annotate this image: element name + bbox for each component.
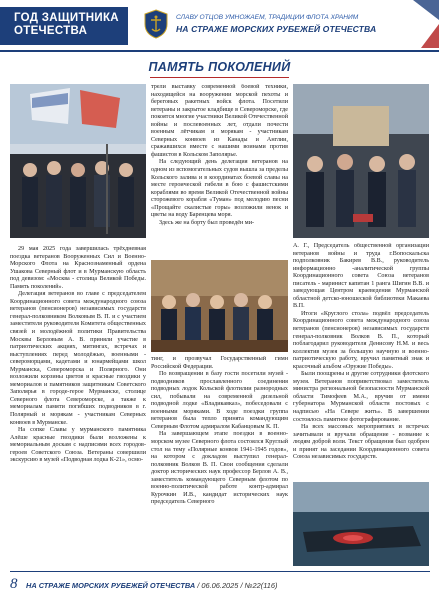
paragraph: На всех массовых мероприятиях и встречах зачитывали и вручали обращение - возвание к людям доброй воли. Текст обращения был одобрен и принят на заседании Координационного совета Союза независимых государств.: [293, 424, 429, 461]
footer-title: НА СТРАЖЕ МОРСКИХ РУБЕЖЕЙ ОТЕЧЕСТВА: [26, 581, 196, 590]
page-number: 8: [10, 576, 18, 592]
paragraph: Итоги «Круглого стола» подвёл председатель Координационного совета международного союза ветеранов (пенсионеров) независимых государств генерал-полковник Волков В. П., который поблагодарил руководителя Денисову Н.М. и весь коллектив музея за большую научную и военно-патриотическую работу, вручил памятный знак и красочный альбом «Оружие Победы».: [293, 310, 429, 370]
footer-date-issue: / 06.06.2025 / №22(116): [197, 581, 278, 590]
section-label-line1: ГОД ЗАЩИТНИКА: [14, 12, 119, 24]
masthead-title: НА СТРАЖЕ МОРСКИХ РУБЕЖЕЙ ОТЕЧЕСТВА: [176, 24, 377, 34]
article-column-3: [293, 243, 429, 479]
paragraph: Здесь же на борту был проведён ми-: [159, 219, 255, 226]
paragraph: На сопке Славы у мурманского памятника Алёше красные гвоздики были возложены к мемориальным доскам с надписями всех городов-героев Советского Союза. Ветераны совершили экскурсию в музей «Подводная лодка К-21», осмо-: [10, 427, 146, 464]
paragraph: трели выставку современной боевой техники, находящейся на вооружении морской пехоты и береговых ракетных войск флота. Посетили ветераны и закрытое кладбище в Североморске, где покоятся многие участники Великой Отечественной войны и послевоенных лет, отдали почести военным лётчикам и морякам - участникам Северных конвоев из Канады и Англии, сражавшихся вместе с нашими воинами против фашистов в Кольском Заполярье.: [151, 84, 288, 158]
paragraph: Были поощрены и другие сотрудники флотского музея. Ветеранов поприветствовал заместитель министра региональной безопасности Мурманской области Тимофеев М.А., вручив от имени губернатора Мурманской области постовых с надписью «На Севере жить». В завершении состоялось памятное фотографирование.: [293, 371, 429, 423]
article-title: ПАМЯТЬ ПОКОЛЕНИЙ: [148, 60, 291, 74]
section-label: [0, 7, 128, 45]
navy-emblem-icon: [143, 9, 169, 39]
flag-decoration: [399, 0, 439, 48]
header-rule: [0, 50, 439, 52]
article-column-2-upper: [151, 84, 288, 256]
paragraph: А. Г., Председатель общественной организации ветеранов войны и труда г.Вопоскальска подполковник Бакирев В.В., руководитель информационно -аналитической группы Координационного совета Союза ветеранов писатель - маринист капитан 1 ранга Шигин В.В. и заведующая Центром краеведения Мурманской областной детско-юношеской библиотеки Макаева В.П.: [293, 243, 429, 310]
footer-publication: [26, 581, 277, 590]
photo-memorial-ceremony: [293, 84, 429, 238]
paragraph: По возвращении в базу гости посетили музей - подводников прославленного соединения подводных лодок Кольской флотилии разнородных сил, побывали на современной дизельной подводной лодке «Владикавказ», побеседовали с военными моряками. В ходе поездки группа ветеранов была тепло принята командующим Северным Флотом адмиралом Кабанцовым К. П.: [151, 371, 288, 430]
section-label-line2: ОТЕЧЕСТВА: [14, 25, 88, 37]
paragraph: На следующий день делегация ветеранов на одном из вспомогательных судов вышла за пределы Кольского залива и в координатах боевой славы на месте героической гибели в бою с фашистскими кораблями во время Великой Отечественной войны сторожевого корабля «Туман» под мелодию песни «Прощайте скалистые горы» возложили венок и цветы на воду Баренцева моря.: [151, 159, 288, 219]
title-underline: [150, 77, 289, 78]
paragraph: Делегация ветеранов во главе с председателем Координационного совета международного союза ветеранов (пенсионеров) независимых государств генерал-полковником Волковым В. П. и с участием заместителя руководителя Комитета общественных связей и молодёжной политики Правительства Москвы Берловым А. В. приняли участие в патриотических акциях, митингах, встречах и выступлениях перед молодёжью, военными - североморцами, кадетами и юнармейцами школ Мурманска, Североморска и Полярного. Они возложили корзины цветов и красные гвоздики у мемориалов и памятников защитникам Советского Заполярья в городе-герое Мурманске, столице Северного флота Североморске, а также к мемориалам памяти погибших подводников в г. Полярный и морякам - участникам Северных конвоев в Мурманске.: [10, 291, 146, 426]
footer-rule: [10, 571, 430, 572]
photo-delegation-with-flags: [10, 84, 146, 238]
photo-veterans-group: [151, 260, 288, 352]
photo-sea-wreath: [293, 482, 429, 566]
article-column-2-lower: [151, 356, 288, 566]
article-column-1: [10, 246, 146, 564]
paragraph: На завершающем этапе поездки в военно-морском музее Северного флота состоялся Круглый стол на тему «Полярные конвои 1941-1945 годов», на котором с докладом выступил генерал-полковник Волков В. П. Свои сообщения сделали доктор исторических наук профессор Берлов А. В., заместитель командующего Северным флотом по военно-политической работе контр-адмирал Курочкин И.В., кандидат исторических наук председатель Северного: [151, 431, 288, 506]
paragraph: тинг, и прозвучал Государственный гимн Российской Федерации.: [151, 356, 288, 370]
paragraph: 29 мая 2025 года завершилась трёхдневная поездка ветеранов Вооруженных Сил и Военно-Морского Флота на Краснознаменный ордена Ушакова Северный флот и в Мурманскую область под девизом: «Москва - столица Великой Победы. Память поколений».: [10, 246, 146, 290]
slogan-text: СЛАВУ ОТЦОВ УМНОЖАЕМ, ТРАДИЦИИ ФЛОТА ХРАНИМ: [176, 14, 359, 21]
